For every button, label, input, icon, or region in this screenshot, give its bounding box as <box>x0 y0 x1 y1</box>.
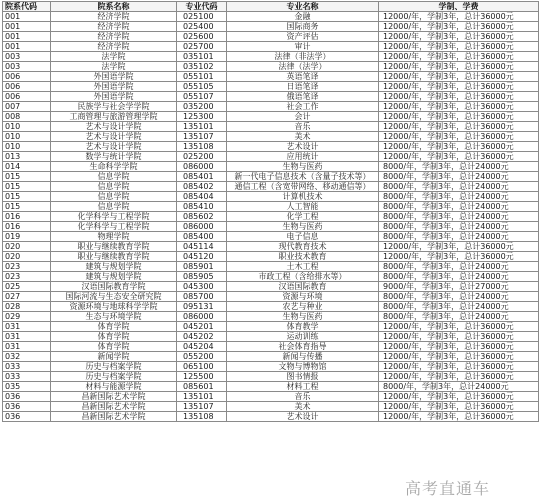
major-name-cell: 社会体育指导 <box>227 342 379 352</box>
table-row <box>3 102 539 112</box>
dept-code-cell: 033 <box>3 372 51 382</box>
major-code-cell: 025400 <box>177 22 227 32</box>
table-row <box>3 232 539 242</box>
dept-name-cell: 昌新国际艺术学院 <box>51 392 177 402</box>
table-row <box>3 252 539 262</box>
major-name-cell: 资源与环境 <box>227 292 379 302</box>
dept-name-cell: 工商管理与旅游管理学院 <box>51 112 177 122</box>
table-row <box>3 132 539 142</box>
duration-fee-cell: 12000/年，学制3年，总计36000元 <box>379 92 539 102</box>
table-row <box>3 82 539 92</box>
duration-fee-cell: 8000/年，学制3年，总计24000元 <box>379 212 539 222</box>
major-name-cell: 计算机技术 <box>227 192 379 202</box>
header-duration-fee: 学制、学费 <box>379 2 539 12</box>
dept-name-cell: 民族学与社会学学院 <box>51 102 177 112</box>
major-name-cell: 图书情报 <box>227 372 379 382</box>
table-row <box>3 122 539 132</box>
duration-fee-cell: 12000/年，学制3年，总计36000元 <box>379 332 539 342</box>
major-code-cell: 045120 <box>177 252 227 262</box>
major-name-cell: 运动训练 <box>227 332 379 342</box>
major-name-cell: 通信工程（含宽带网络、移动通信等） <box>227 182 379 192</box>
table-row <box>3 182 539 192</box>
dept-name-cell: 昌新国际艺术学院 <box>51 412 177 422</box>
dept-code-cell: 023 <box>3 262 51 272</box>
table-header-row <box>3 2 539 12</box>
table-row <box>3 242 539 252</box>
major-name-cell: 新闻与传播 <box>227 352 379 362</box>
dept-name-cell: 经济学院 <box>51 42 177 52</box>
major-name-cell: 材料工程 <box>227 382 379 392</box>
dept-code-cell: 001 <box>3 12 51 22</box>
dept-name-cell: 外国语学院 <box>51 72 177 82</box>
dept-name-cell: 物理学院 <box>51 232 177 242</box>
major-name-cell: 电子信息 <box>227 232 379 242</box>
table-row <box>3 152 539 162</box>
dept-code-cell: 036 <box>3 412 51 422</box>
dept-code-cell: 001 <box>3 32 51 42</box>
dept-code-cell: 014 <box>3 162 51 172</box>
major-code-cell: 135107 <box>177 132 227 142</box>
major-name-cell: 新一代电子信息技术（含量子技术等） <box>227 172 379 182</box>
major-code-cell: 086000 <box>177 162 227 172</box>
dept-code-cell: 013 <box>3 152 51 162</box>
table-row <box>3 312 539 322</box>
table-row <box>3 202 539 212</box>
table-row <box>3 52 539 62</box>
major-name-cell: 生物与医药 <box>227 162 379 172</box>
duration-fee-cell: 12000/年，学制3年，总计36000元 <box>379 132 539 142</box>
major-code-cell: 086000 <box>177 312 227 322</box>
table-row <box>3 362 539 372</box>
duration-fee-cell: 12000/年，学制3年，总计36000元 <box>379 412 539 422</box>
dept-code-cell: 007 <box>3 102 51 112</box>
table-row <box>3 212 539 222</box>
major-code-cell: 135101 <box>177 122 227 132</box>
dept-code-cell: 031 <box>3 332 51 342</box>
header-dept-name: 院系名称 <box>51 2 177 12</box>
duration-fee-cell: 8000/年，学制3年，总计24000元 <box>379 292 539 302</box>
table-row <box>3 342 539 352</box>
dept-name-cell: 材料与能源学院 <box>51 382 177 392</box>
duration-fee-cell: 8000/年，学制3年，总计24000元 <box>379 302 539 312</box>
duration-fee-cell: 12000/年，学制3年，总计36000元 <box>379 392 539 402</box>
major-code-cell: 125300 <box>177 112 227 122</box>
dept-code-cell: 016 <box>3 222 51 232</box>
major-name-cell: 金融 <box>227 12 379 22</box>
dept-code-cell: 006 <box>3 82 51 92</box>
duration-fee-cell: 8000/年，学制3年，总计24000元 <box>379 232 539 242</box>
dept-name-cell: 昌新国际艺术学院 <box>51 402 177 412</box>
dept-name-cell: 经济学院 <box>51 32 177 42</box>
dept-name-cell: 法学院 <box>51 62 177 72</box>
major-name-cell: 市政工程（含给排水等） <box>227 272 379 282</box>
dept-name-cell: 艺术与设计学院 <box>51 142 177 152</box>
major-name-cell: 职业技术教育 <box>227 252 379 262</box>
dept-code-cell: 016 <box>3 212 51 222</box>
major-code-cell: 135101 <box>177 392 227 402</box>
major-name-cell: 法律（非法学） <box>227 52 379 62</box>
watermark-text: 高考直通车 <box>405 479 491 498</box>
dept-name-cell: 体育学院 <box>51 342 177 352</box>
major-code-cell: 085402 <box>177 182 227 192</box>
dept-name-cell: 体育学院 <box>51 332 177 342</box>
duration-fee-cell: 8000/年，学制3年，总计24000元 <box>379 182 539 192</box>
duration-fee-cell: 12000/年，学制3年，总计36000元 <box>379 152 539 162</box>
dept-code-cell: 010 <box>3 122 51 132</box>
dept-name-cell: 数学与统计学院 <box>51 152 177 162</box>
table-row <box>3 62 539 72</box>
major-code-cell: 045204 <box>177 342 227 352</box>
dept-code-cell: 008 <box>3 112 51 122</box>
table-row <box>3 172 539 182</box>
dept-name-cell: 信息学院 <box>51 172 177 182</box>
major-name-cell: 音乐 <box>227 392 379 402</box>
dept-name-cell: 职业与继续教育学院 <box>51 252 177 262</box>
table-row <box>3 352 539 362</box>
dept-name-cell: 职业与继续教育学院 <box>51 242 177 252</box>
dept-name-cell: 经济学院 <box>51 22 177 32</box>
major-code-cell: 055105 <box>177 82 227 92</box>
dept-code-cell: 003 <box>3 62 51 72</box>
dept-code-cell: 023 <box>3 272 51 282</box>
major-name-cell: 生物与医药 <box>227 222 379 232</box>
duration-fee-cell: 12000/年，学制3年，总计36000元 <box>379 362 539 372</box>
duration-fee-cell: 12000/年，学制3年，总计36000元 <box>379 112 539 122</box>
major-name-cell: 体育教学 <box>227 322 379 332</box>
dept-name-cell: 生命科学学院 <box>51 162 177 172</box>
duration-fee-cell: 12000/年，学制3年，总计36000元 <box>379 102 539 112</box>
table-row <box>3 22 539 32</box>
major-name-cell: 应用统计 <box>227 152 379 162</box>
table-row <box>3 272 539 282</box>
dept-code-cell: 035 <box>3 382 51 392</box>
major-code-cell: 085601 <box>177 382 227 392</box>
major-code-cell: 065100 <box>177 362 227 372</box>
dept-code-cell: 015 <box>3 192 51 202</box>
dept-code-cell: 015 <box>3 182 51 192</box>
major-name-cell: 会计 <box>227 112 379 122</box>
dept-code-cell: 010 <box>3 142 51 152</box>
dept-code-cell: 027 <box>3 292 51 302</box>
major-name-cell: 法律（法学） <box>227 62 379 72</box>
duration-fee-cell: 8000/年，学制3年，总计24000元 <box>379 272 539 282</box>
duration-fee-cell: 12000/年，学制3年，总计36000元 <box>379 252 539 262</box>
duration-fee-cell: 12000/年，学制3年，总计36000元 <box>379 342 539 352</box>
major-name-cell: 艺术设计 <box>227 142 379 152</box>
duration-fee-cell: 8000/年，学制3年，总计24000元 <box>379 312 539 322</box>
duration-fee-cell: 12000/年，学制3年，总计36000元 <box>379 142 539 152</box>
duration-fee-cell: 12000/年，学制3年，总计36000元 <box>379 372 539 382</box>
major-name-cell: 农艺与种业 <box>227 302 379 312</box>
major-code-cell: 035101 <box>177 52 227 62</box>
dept-code-cell: 036 <box>3 392 51 402</box>
major-name-cell: 英语笔译 <box>227 72 379 82</box>
major-code-cell: 045300 <box>177 282 227 292</box>
header-dept-code: 院系代码 <box>3 2 51 12</box>
duration-fee-cell: 8000/年，学制3年，总计24000元 <box>379 172 539 182</box>
duration-fee-cell: 8000/年，学制3年，总计24000元 <box>379 262 539 272</box>
table-row <box>3 382 539 392</box>
dept-code-cell: 020 <box>3 252 51 262</box>
dept-code-cell: 015 <box>3 172 51 182</box>
table-row <box>3 42 539 52</box>
major-code-cell: 025200 <box>177 152 227 162</box>
major-code-cell: 085901 <box>177 262 227 272</box>
major-name-cell: 土木工程 <box>227 262 379 272</box>
duration-fee-cell: 12000/年，学制3年，总计36000元 <box>379 242 539 252</box>
duration-fee-cell: 12000/年，学制3年，总计36000元 <box>379 352 539 362</box>
dept-code-cell: 029 <box>3 312 51 322</box>
dept-name-cell: 法学院 <box>51 52 177 62</box>
duration-fee-cell: 8000/年，学制3年，总计24000元 <box>379 162 539 172</box>
major-code-cell: 085404 <box>177 192 227 202</box>
table-row <box>3 162 539 172</box>
major-name-cell: 化学工程 <box>227 212 379 222</box>
dept-code-cell: 032 <box>3 352 51 362</box>
dept-name-cell: 经济学院 <box>51 12 177 22</box>
dept-code-cell: 006 <box>3 72 51 82</box>
duration-fee-cell: 12000/年，学制3年，总计36000元 <box>379 52 539 62</box>
table-row <box>3 302 539 312</box>
dept-code-cell: 010 <box>3 132 51 142</box>
major-name-cell: 美术 <box>227 402 379 412</box>
dept-code-cell: 025 <box>3 282 51 292</box>
duration-fee-cell: 12000/年，学制3年，总计36000元 <box>379 12 539 22</box>
header-major-code: 专业代码 <box>177 2 227 12</box>
major-code-cell: 095131 <box>177 302 227 312</box>
dept-code-cell: 001 <box>3 42 51 52</box>
dept-name-cell: 化学科学与工程学院 <box>51 212 177 222</box>
major-code-cell: 085700 <box>177 292 227 302</box>
table-row <box>3 292 539 302</box>
dept-name-cell: 新闻学院 <box>51 352 177 362</box>
major-code-cell: 035102 <box>177 62 227 72</box>
duration-fee-cell: 12000/年，学制3年，总计36000元 <box>379 32 539 42</box>
dept-code-cell: 033 <box>3 362 51 372</box>
dept-name-cell: 外国语学院 <box>51 92 177 102</box>
dept-name-cell: 信息学院 <box>51 182 177 192</box>
table-row <box>3 392 539 402</box>
major-code-cell: 055107 <box>177 92 227 102</box>
duration-fee-cell: 9000/年，学制3年，总计27000元 <box>379 282 539 292</box>
major-code-cell: 085410 <box>177 202 227 212</box>
duration-fee-cell: 8000/年，学制3年，总计24000元 <box>379 382 539 392</box>
table-row <box>3 142 539 152</box>
dept-name-cell: 体育学院 <box>51 322 177 332</box>
duration-fee-cell: 12000/年，学制3年，总计36000元 <box>379 122 539 132</box>
dept-name-cell: 资源环境与地球科学学院 <box>51 302 177 312</box>
dept-name-cell: 汉语国际教育学院 <box>51 282 177 292</box>
table-row <box>3 372 539 382</box>
dept-name-cell: 信息学院 <box>51 202 177 212</box>
major-code-cell: 135107 <box>177 402 227 412</box>
dept-code-cell: 006 <box>3 92 51 102</box>
major-name-cell: 音乐 <box>227 122 379 132</box>
table-row <box>3 322 539 332</box>
major-code-cell: 025100 <box>177 12 227 22</box>
major-code-cell: 045201 <box>177 322 227 332</box>
dept-name-cell: 建筑与规划学院 <box>51 262 177 272</box>
major-code-cell: 085905 <box>177 272 227 282</box>
major-code-cell: 025700 <box>177 42 227 52</box>
table-row <box>3 92 539 102</box>
duration-fee-cell: 12000/年，学制3年，总计36000元 <box>379 22 539 32</box>
dept-name-cell: 艺术与设计学院 <box>51 132 177 142</box>
duration-fee-cell: 8000/年，学制3年，总计24000元 <box>379 222 539 232</box>
header-major-name: 专业名称 <box>227 2 379 12</box>
table-row <box>3 412 539 422</box>
table-row <box>3 72 539 82</box>
table-row <box>3 12 539 22</box>
major-code-cell: 085400 <box>177 232 227 242</box>
major-code-cell: 045202 <box>177 332 227 342</box>
duration-fee-cell: 8000/年，学制3年，总计24000元 <box>379 202 539 212</box>
major-name-cell: 汉语国际教育 <box>227 282 379 292</box>
dept-code-cell: 015 <box>3 202 51 212</box>
major-name-cell: 社会工作 <box>227 102 379 112</box>
table-body <box>3 12 539 422</box>
major-name-cell: 现代教育技术 <box>227 242 379 252</box>
duration-fee-cell: 12000/年，学制3年，总计36000元 <box>379 82 539 92</box>
duration-fee-cell: 12000/年，学制3年，总计36000元 <box>379 42 539 52</box>
duration-fee-cell: 12000/年，学制3年，总计36000元 <box>379 402 539 412</box>
dept-code-cell: 036 <box>3 402 51 412</box>
major-name-cell: 人工智能 <box>227 202 379 212</box>
table-row <box>3 332 539 342</box>
fee-table <box>2 1 539 422</box>
dept-name-cell: 信息学院 <box>51 192 177 202</box>
major-name-cell: 艺术设计 <box>227 412 379 422</box>
major-name-cell: 生物与医药 <box>227 312 379 322</box>
dept-code-cell: 003 <box>3 52 51 62</box>
table-row <box>3 222 539 232</box>
major-code-cell: 055200 <box>177 352 227 362</box>
dept-code-cell: 020 <box>3 242 51 252</box>
dept-code-cell: 001 <box>3 22 51 32</box>
dept-name-cell: 建筑与规划学院 <box>51 272 177 282</box>
dept-name-cell: 国际河流与生态安全研究院 <box>51 292 177 302</box>
major-name-cell: 美术 <box>227 132 379 142</box>
dept-name-cell: 历史与档案学院 <box>51 372 177 382</box>
dept-code-cell: 019 <box>3 232 51 242</box>
dept-name-cell: 艺术与设计学院 <box>51 122 177 132</box>
dept-code-cell: 031 <box>3 342 51 352</box>
dept-name-cell: 生态与环境学院 <box>51 312 177 322</box>
major-name-cell: 日语笔译 <box>227 82 379 92</box>
duration-fee-cell: 8000/年，学制3年，总计24000元 <box>379 192 539 202</box>
major-code-cell: 085602 <box>177 212 227 222</box>
dept-name-cell: 外国语学院 <box>51 82 177 92</box>
dept-name-cell: 历史与档案学院 <box>51 362 177 372</box>
duration-fee-cell: 12000/年，学制3年，总计36000元 <box>379 62 539 72</box>
duration-fee-cell: 12000/年，学制3年，总计36000元 <box>379 322 539 332</box>
table-row <box>3 32 539 42</box>
dept-code-cell: 028 <box>3 302 51 312</box>
duration-fee-cell: 12000/年，学制3年，总计36000元 <box>379 72 539 82</box>
major-name-cell: 资产评估 <box>227 32 379 42</box>
table-row <box>3 402 539 412</box>
major-code-cell: 035200 <box>177 102 227 112</box>
table-row <box>3 282 539 292</box>
table-row <box>3 192 539 202</box>
major-code-cell: 125500 <box>177 372 227 382</box>
major-name-cell: 国际商务 <box>227 22 379 32</box>
table-row <box>3 112 539 122</box>
major-code-cell: 055101 <box>177 72 227 82</box>
major-code-cell: 135108 <box>177 412 227 422</box>
dept-code-cell: 031 <box>3 322 51 332</box>
major-code-cell: 025600 <box>177 32 227 42</box>
major-code-cell: 045114 <box>177 242 227 252</box>
major-name-cell: 俄语笔译 <box>227 92 379 102</box>
table-row <box>3 262 539 272</box>
major-name-cell: 审计 <box>227 42 379 52</box>
major-code-cell: 135108 <box>177 142 227 152</box>
major-code-cell: 085401 <box>177 172 227 182</box>
dept-name-cell: 化学科学与工程学院 <box>51 222 177 232</box>
major-name-cell: 文物与博物馆 <box>227 362 379 372</box>
major-code-cell: 086000 <box>177 222 227 232</box>
